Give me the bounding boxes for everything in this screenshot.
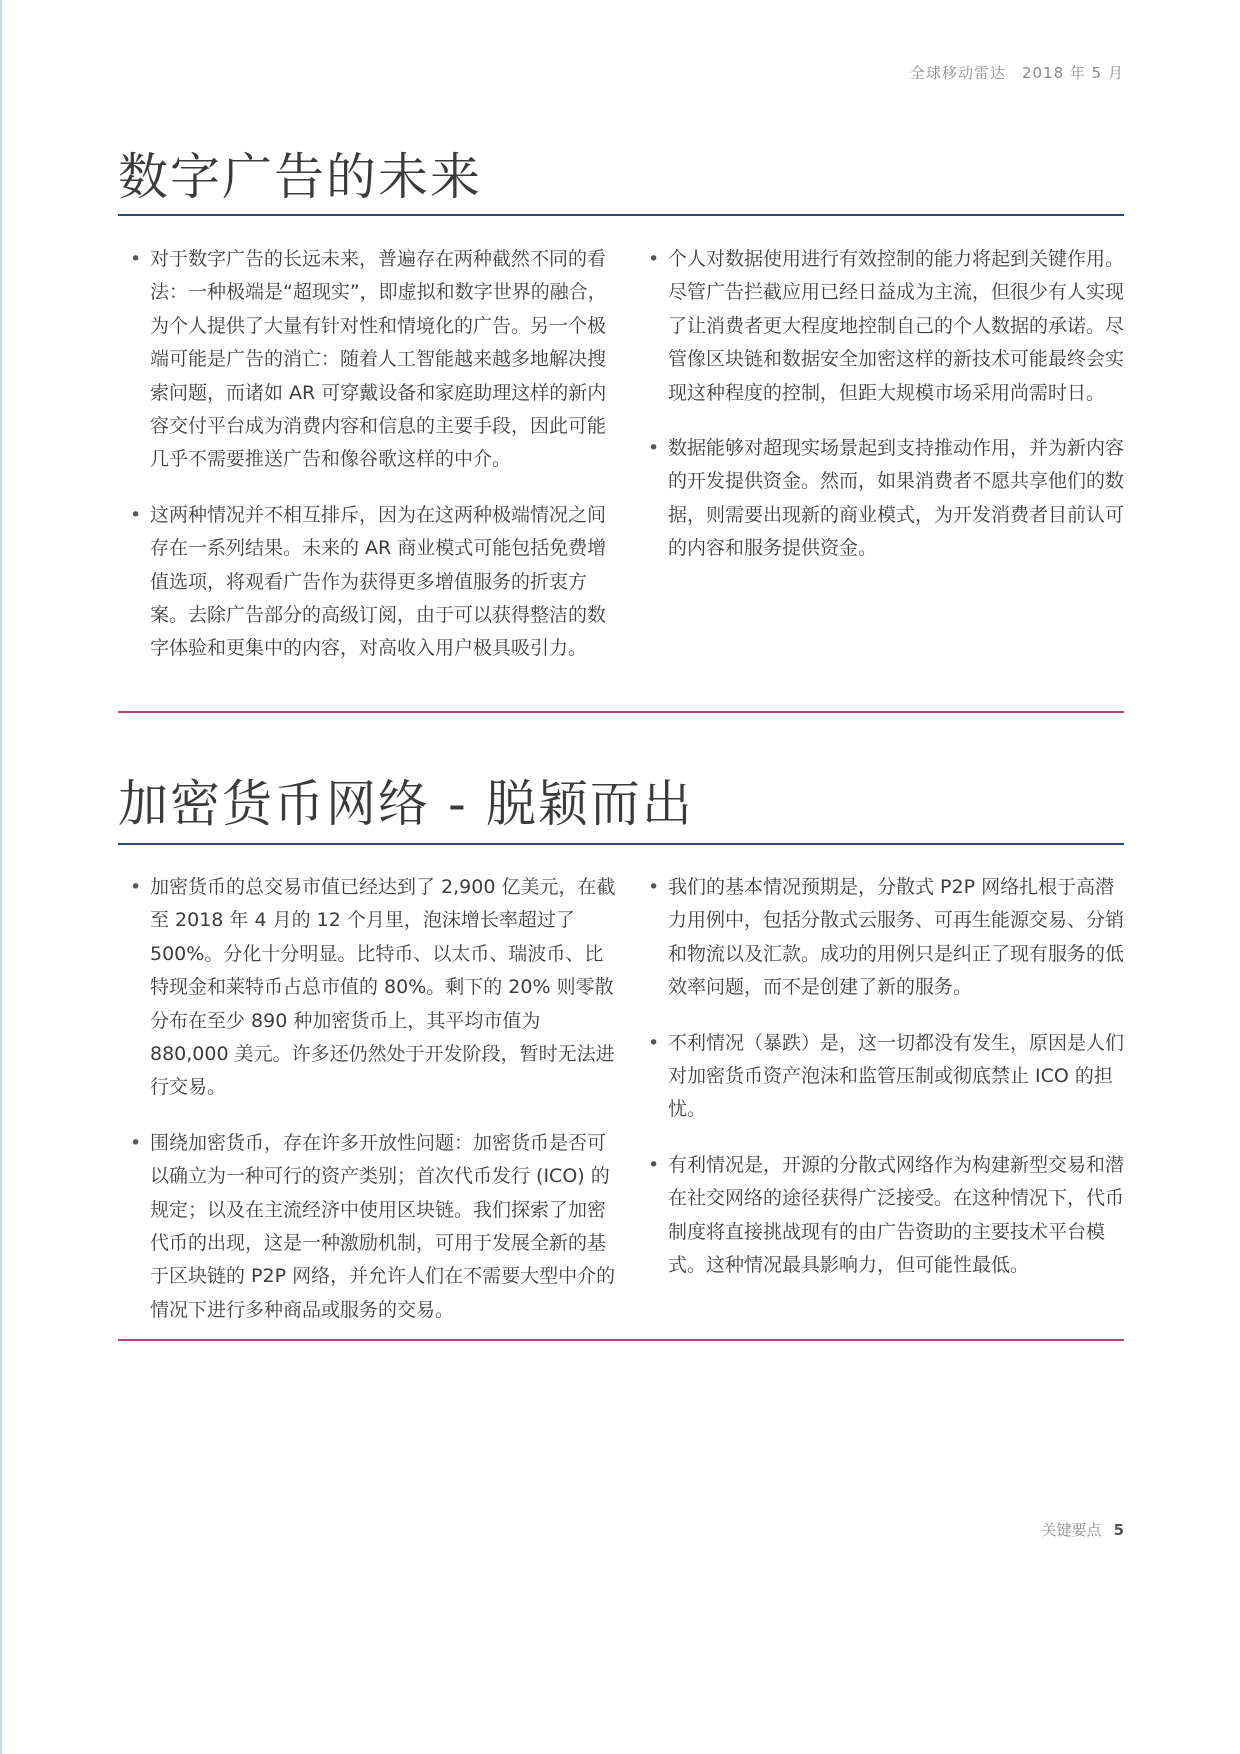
bullet-item: • 加密货币的总交易市值已经达到了 2,900 亿美元，在截至 2018 年 4 月的 12 个月里，泡沫增长率超过了 500%。分化十分明显。比特币、以太币、瑞波币、比特现金和莱特币占总市值的 80%。剩下的 20% 则零散分布在至少 890 种加密货币上，其平均市值为 880,000 美元。许多还仍然处于开发阶段，暂时无法进行交易。 (130, 871, 620, 1105)
bullet-item: • 围绕加密货币，存在许多开放性问题：加密货币是否可以确立为一种可行的资产类别；首次代币发行 (ICO) 的规定；以及在主流经济中使用区块链。我们探索了加密代币的出现，这是一种激励机制，可用于发展全新的基于区块链的 P2P 网络，并允许人们在不需要大型中介的情况下进行多种商品或服务的交易。 (130, 1127, 620, 1327)
section-title: 加密货币网络 - 脱颖而出 (118, 775, 694, 833)
bullet-item: • 对于数字广告的长远未来，普遍存在两种截然不同的看法：一种极端是“超现实”，即虚拟和数字世界的融合，为个人提供了大量有针对性和情境化的广告。另一个极端可能是广告的消亡：随着人工智能越来越多地解决搜索问题，而诸如 AR 可穿戴设备和家庭助理这样的新内容交付平台成为消费内容和信息的主要手段，因此可能几乎不需要推送广告和像谷歌这样的中介。 (130, 243, 620, 477)
bullet-item: • 个人对数据使用进行有效控制的能力将起到关键作用。尽管广告拦截应用已经日益成为主流，但很少有人实现了让消费者更大程度地控制自己的个人数据的承诺。尽管像区块链和数据安全加密这样的新技术可能最终会实现这种程度的控制，但距大规模市场采用尚需时日。 (648, 243, 1126, 410)
section-left-column (130, 871, 620, 1349)
section-title: 数字广告的未来 (118, 148, 482, 206)
bullet-item: • 数据能够对超现实场景起到支持推动作用，并为新内容的开发提供资金。然而，如果消费者不愿共享他们的数据，则需要出现新的商业模式，为开发消费者目前认可的内容和服务提供资金。 (648, 432, 1126, 566)
footer-label: 关键要点 (1041, 1521, 1102, 1539)
section-divider (118, 711, 1124, 713)
bullet-item: • 我们的基本情况预期是，分散式 P2P 网络扎根于高潜力用例中，包括分散式云服务、可再生能源交易、分销和物流以及汇款。成功的用例只是纠正了现有服务的低效率问题，而不是创建了新的服务。 (648, 871, 1126, 1005)
section-right-column (648, 871, 1126, 1304)
page-edge-rule (0, 0, 2, 1754)
page-footer (1042, 1519, 1124, 1540)
bullet-item: • 不利情况（暴跌）是，这一切都没有发生，原因是人们对加密货币资产泡沫和监管压制或彻底禁止 ICO 的担忧。 (648, 1027, 1126, 1127)
bullet-item: • 有利情况是，开源的分散式网络作为构建新型交易和潜在社交网络的途径获得广泛接受。在这种情况下，代币制度将直接挑战现有的由广告资助的主要技术平台模式。这种情况最具影响力，但可能性最低。 (648, 1149, 1126, 1283)
page-header (910, 62, 1124, 83)
section-left-column (130, 243, 620, 688)
report-date: 2018 年 5 月 (1021, 64, 1124, 82)
report-name: 全球移动雷达 (909, 64, 1006, 82)
bullet-item: • 这两种情况并不相互排斥，因为在这两种极端情况之间存在一系列结果。未来的 AR 商业模式可能包括免费增值选项，将观看广告作为获得更多增值服务的折衷方案。去除广告部分的高级订阅，由于可以获得整洁的数字体验和更集中的内容，对高收入用户极具吸引力。 (130, 499, 620, 666)
section-title-rule (118, 843, 1124, 845)
section-divider (118, 1339, 1124, 1341)
page-number: 5 (1113, 1521, 1124, 1539)
section-title-rule (118, 214, 1124, 216)
section-right-column (648, 243, 1126, 588)
